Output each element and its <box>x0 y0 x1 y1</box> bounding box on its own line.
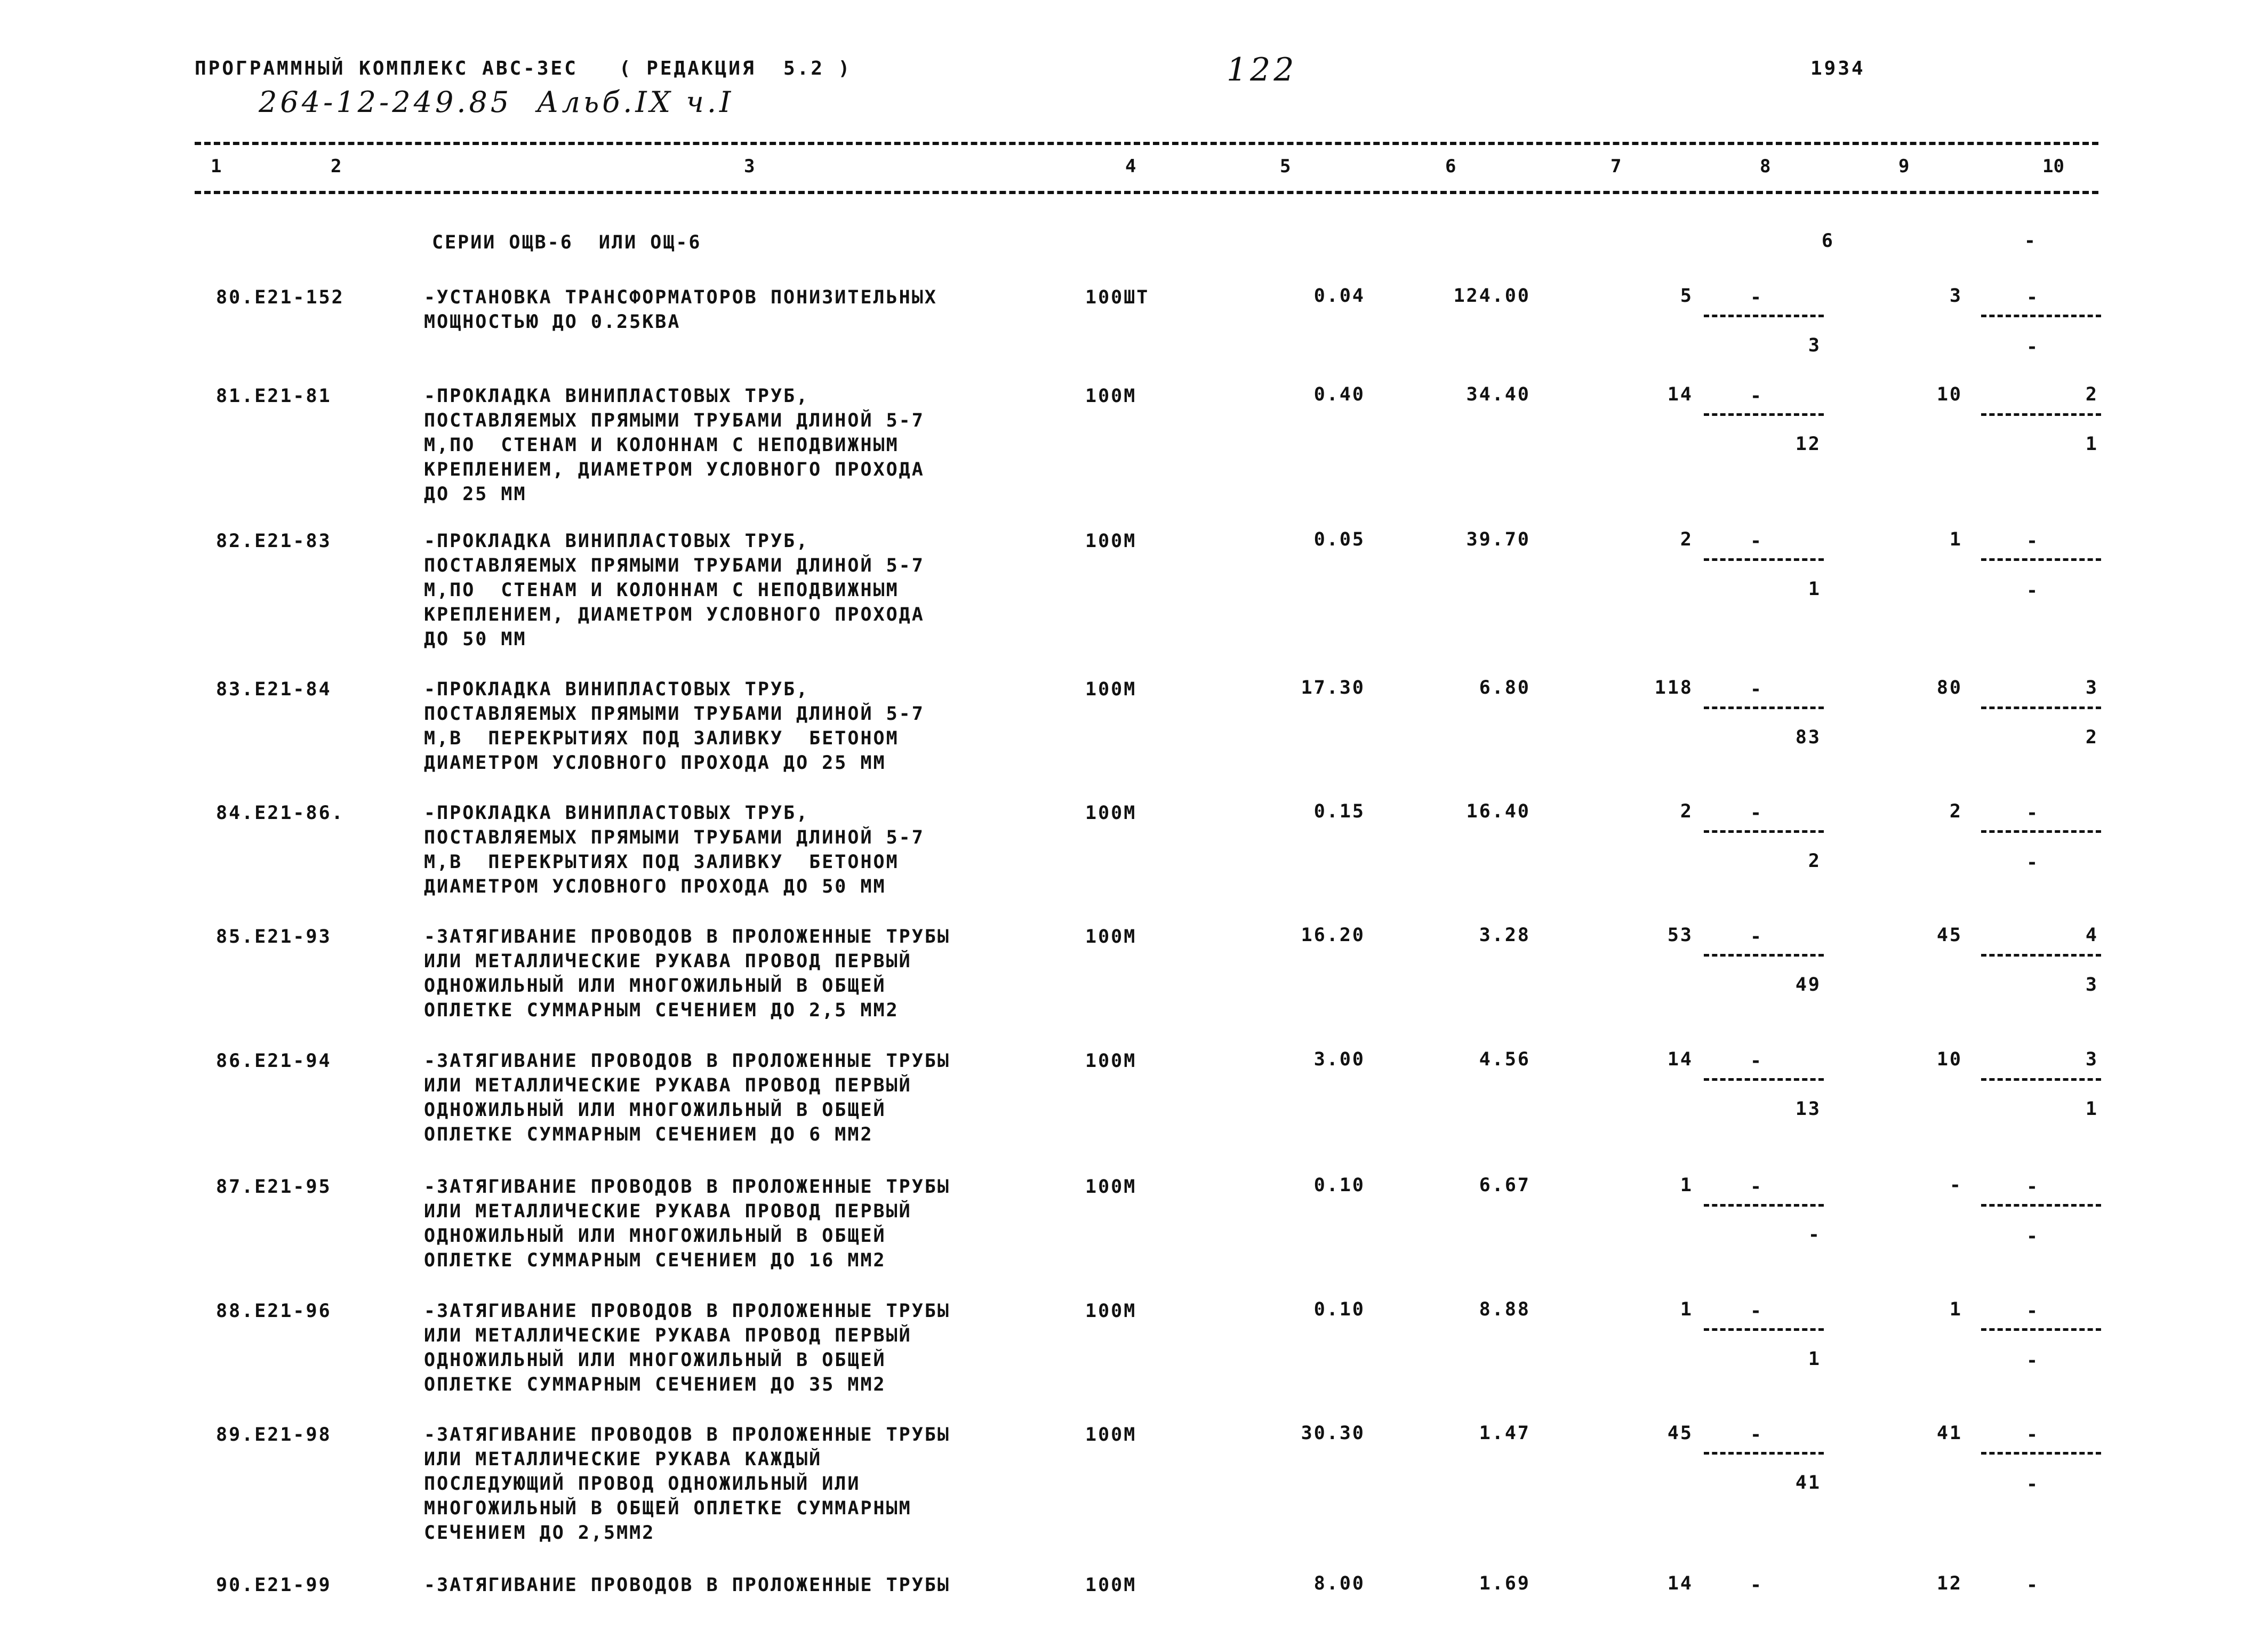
section-intro-col8: 6 <box>1821 230 1834 252</box>
row-col10-bottom: - <box>2026 852 2040 873</box>
row-description-line: ПОСТАВЛЯЕМЫХ ПРЯМЫМИ ТРУБАМИ ДЛИНОЙ 5-7 <box>424 555 925 576</box>
row-col10-bottom: 1 <box>2085 433 2098 455</box>
row-code: 90.Е21-99 <box>216 1575 332 1596</box>
row-description-line: ДО 50 ММ <box>424 629 527 650</box>
row-quantity: 0.15 <box>1313 801 1365 822</box>
row-col10-divider <box>1981 1452 2101 1455</box>
row-col8-divider <box>1704 1328 1824 1331</box>
row-col9: - <box>1949 1175 1962 1196</box>
row-description-line: ПОСТАВЛЯЕМЫХ ПРЯМЫМИ ТРУБАМИ ДЛИНОЙ 5-7 <box>424 410 925 431</box>
row-description-line: ОПЛЕТКЕ СУММАРНЫМ СЕЧЕНИЕМ ДО 6 ММ2 <box>424 1124 873 1145</box>
row-quantity: 0.10 <box>1313 1175 1365 1196</box>
row-code: 82.Е21-83 <box>216 531 332 552</box>
header-rule-top <box>195 142 2098 145</box>
row-code: 87.Е21-95 <box>216 1176 332 1198</box>
row-unit: 100М <box>1085 1575 1137 1596</box>
row-description-line: ДИАМЕТРОМ УСЛОВНОГО ПРОХОДА ДО 50 ММ <box>424 876 886 897</box>
row-unit: 100М <box>1085 926 1137 948</box>
row-col8-divider <box>1704 1204 1824 1207</box>
row-col7: 53 <box>1667 925 1693 946</box>
row-description-line: -ЗАТЯГИВАНИЕ ПРОВОДОВ В ПРОЛОЖЕННЫЕ ТРУБЫ <box>424 1424 950 1446</box>
row-quantity: 8.00 <box>1313 1573 1365 1594</box>
row-col7: 45 <box>1667 1423 1693 1444</box>
row-description-line: -ПРОКЛАДКА ВИНИПЛАСТОВЫХ ТРУБ, <box>424 531 810 552</box>
row-col8-divider <box>1704 315 1824 317</box>
row-quantity: 17.30 <box>1301 677 1365 698</box>
row-description-line: -ЗАТЯГИВАНИЕ ПРОВОДОВ В ПРОЛОЖЕННЫЕ ТРУБЫ <box>424 1050 950 1072</box>
handwritten-reference: 264-12-249.85 Альб.IX ч.I <box>259 85 734 119</box>
row-code: 81.Е21-81 <box>216 386 332 407</box>
row-description-line: ДО 25 ММ <box>424 484 527 505</box>
row-unit-price: 3.28 <box>1479 925 1530 946</box>
row-col10-top: - <box>2026 802 2040 824</box>
row-description-line: ОДНОЖИЛЬНЫЙ ИЛИ МНОГОЖИЛЬНЫЙ В ОБЩЕЙ <box>424 975 886 997</box>
row-description-line: ОПЛЕТКЕ СУММАРНЫМ СЕЧЕНИЕМ ДО 2,5 ММ2 <box>424 1000 899 1021</box>
row-col8-bottom: 2 <box>1808 850 1821 872</box>
row-description-line: ДИАМЕТРОМ УСЛОВНОГО ПРОХОДА ДО 25 ММ <box>424 752 886 774</box>
row-unit-price: 6.80 <box>1479 677 1530 698</box>
row-col10-top: - <box>2026 287 2040 308</box>
row-col9: 10 <box>1936 384 1962 405</box>
row-col10-top: - <box>2026 1424 2040 1446</box>
row-code: 89.Е21-98 <box>216 1424 332 1446</box>
row-col10-bottom: 1 <box>2085 1098 2098 1120</box>
row-col8-bottom: 13 <box>1795 1098 1821 1120</box>
row-col8-bottom: 1 <box>1808 1348 1821 1370</box>
row-col8-divider <box>1704 558 1824 561</box>
row-description-line: ОДНОЖИЛЬНЫЙ ИЛИ МНОГОЖИЛЬНЫЙ В ОБЩЕЙ <box>424 1350 886 1371</box>
row-col10-bottom: - <box>2026 1226 2040 1247</box>
row-col10-divider <box>1981 558 2101 561</box>
row-unit-price: 1.69 <box>1479 1573 1530 1594</box>
row-description-line: -УСТАНОВКА ТРАНСФОРМАТОРОВ ПОНИЗИТЕЛЬНЫХ <box>424 287 937 308</box>
row-col9: 1 <box>1949 1299 1962 1320</box>
row-col8-top: - <box>1750 287 1764 308</box>
row-col9: 12 <box>1936 1573 1962 1594</box>
row-unit: 100М <box>1085 1424 1137 1446</box>
row-col9: 2 <box>1949 801 1962 822</box>
row-code: 83.Е21-84 <box>216 679 332 700</box>
row-col10-divider <box>1981 954 2101 957</box>
row-description-line: МОЩНОСТЬЮ ДО 0.25КВА <box>424 311 681 333</box>
row-description-line: -ПРОКЛАДКА ВИНИПЛАСТОВЫХ ТРУБ, <box>424 679 810 700</box>
column-number-10: 10 <box>2042 156 2064 177</box>
row-description-line: ИЛИ МЕТАЛЛИЧЕСКИЕ РУКАВА ПРОВОД ПЕРВЫЙ <box>424 1075 912 1096</box>
row-col8-bottom: 3 <box>1808 335 1821 356</box>
row-code: 86.Е21-94 <box>216 1050 332 1072</box>
row-col10-bottom: - <box>2026 1474 2040 1495</box>
row-col8-divider <box>1704 413 1824 416</box>
row-col10-top: - <box>2026 1300 2040 1322</box>
column-number-8: 8 <box>1760 156 1771 177</box>
row-unit: 100М <box>1085 531 1137 552</box>
row-col8-divider <box>1704 706 1824 709</box>
row-unit: 100М <box>1085 1050 1137 1072</box>
row-col10-bottom: 2 <box>2085 727 2098 748</box>
row-col10-divider <box>1981 1328 2101 1331</box>
row-col9: 80 <box>1936 677 1962 698</box>
program-title: ПРОГРАММНЫЙ КОМПЛЕКС АВС-ЗЕС ( РЕДАКЦИЯ 5.2 ) <box>195 58 852 79</box>
row-description-line: -ЗАТЯГИВАНИЕ ПРОВОДОВ В ПРОЛОЖЕННЫЕ ТРУБЫ <box>424 1300 950 1322</box>
row-description-line: ПОСТАВЛЯЕМЫХ ПРЯМЫМИ ТРУБАМИ ДЛИНОЙ 5-7 <box>424 827 925 848</box>
column-number-4: 4 <box>1125 156 1136 177</box>
row-description-line: ПОСЛЕДУЮЩИЙ ПРОВОД ОДНОЖИЛЬНЫЙ ИЛИ <box>424 1473 861 1495</box>
row-code: 80.Е21-152 <box>216 287 344 308</box>
column-number-1: 1 <box>211 156 222 177</box>
row-col9: 1 <box>1949 529 1962 550</box>
row-unit-price: 1.47 <box>1479 1423 1530 1444</box>
row-col10-top: 2 <box>2085 384 2098 405</box>
row-col8-top: - <box>1750 1176 1764 1198</box>
row-description-line: -ЗАТЯГИВАНИЕ ПРОВОДОВ В ПРОЛОЖЕННЫЕ ТРУБЫ <box>424 1176 950 1198</box>
document-year: 1934 <box>1810 58 1865 79</box>
section-intro-text: СЕРИИ ОЩВ-6 ИЛИ ОЩ-6 <box>432 232 702 253</box>
row-description-line: -ЗАТЯГИВАНИЕ ПРОВОДОВ В ПРОЛОЖЕННЫЕ ТРУБЫ <box>424 1575 950 1596</box>
row-col8-divider <box>1704 954 1824 957</box>
row-col7: 1 <box>1680 1299 1693 1320</box>
row-col10-divider <box>1981 706 2101 709</box>
row-unit-price: 124.00 <box>1453 285 1530 307</box>
row-code: 85.Е21-93 <box>216 926 332 948</box>
row-col9: 45 <box>1936 925 1962 946</box>
row-col8-bottom: - <box>1808 1224 1821 1246</box>
row-col10-bottom: - <box>2026 336 2040 358</box>
row-col7: 14 <box>1667 1573 1693 1594</box>
row-unit: 100М <box>1085 802 1137 824</box>
row-col7: 118 <box>1654 677 1693 698</box>
row-code: 88.Е21-96 <box>216 1300 332 1322</box>
row-col8-bottom: 83 <box>1795 727 1821 748</box>
row-col10-top: - <box>2026 531 2040 552</box>
row-quantity: 0.04 <box>1313 285 1365 307</box>
header-rule-bottom <box>195 191 2098 194</box>
row-description-line: ИЛИ МЕТАЛЛИЧЕСКИЕ РУКАВА ПРОВОД ПЕРВЫЙ <box>424 951 912 972</box>
row-quantity: 30.30 <box>1301 1423 1365 1444</box>
row-col10-top: 3 <box>2085 1049 2098 1070</box>
row-description-line: М,В ПЕРЕКРЫТИЯХ ПОД ЗАЛИВКУ БЕТОНОМ <box>424 852 899 873</box>
row-unit: 100М <box>1085 386 1137 407</box>
column-number-9: 9 <box>1898 156 1910 177</box>
row-col8-top: - <box>1750 926 1764 948</box>
row-col8-top: - <box>1750 531 1764 552</box>
row-description-line: ОПЛЕТКЕ СУММАРНЫМ СЕЧЕНИЕМ ДО 16 ММ2 <box>424 1250 886 1271</box>
row-col10-divider <box>1981 315 2101 317</box>
row-col7: 5 <box>1680 285 1693 307</box>
row-col10-bottom: 3 <box>2085 974 2098 995</box>
row-description-line: -ЗАТЯГИВАНИЕ ПРОВОДОВ В ПРОЛОЖЕННЫЕ ТРУБЫ <box>424 926 950 948</box>
row-col8-top: - <box>1750 1575 1764 1596</box>
row-col9: 41 <box>1936 1423 1962 1444</box>
row-unit: 100ШТ <box>1085 287 1150 308</box>
row-description-line: МНОГОЖИЛЬНЫЙ В ОБЩЕЙ ОПЛЕТКЕ СУММАРНЫМ <box>424 1498 912 1519</box>
row-description-line: ОДНОЖИЛЬНЫЙ ИЛИ МНОГОЖИЛЬНЫЙ В ОБЩЕЙ <box>424 1099 886 1121</box>
row-description-line: ИЛИ МЕТАЛЛИЧЕСКИЕ РУКАВА ПРОВОД ПЕРВЫЙ <box>424 1325 912 1346</box>
row-col8-top: - <box>1750 679 1764 700</box>
row-description-line: СЕЧЕНИЕМ ДО 2,5ММ2 <box>424 1522 655 1544</box>
row-description-line: -ПРОКЛАДКА ВИНИПЛАСТОВЫХ ТРУБ, <box>424 802 810 824</box>
row-col8-bottom: 12 <box>1795 433 1821 455</box>
row-col8-bottom: 1 <box>1808 579 1821 600</box>
row-col8-top: - <box>1750 1300 1764 1322</box>
row-unit-price: 39.70 <box>1466 529 1530 550</box>
row-col8-divider <box>1704 830 1824 833</box>
row-col10-top: 4 <box>2085 925 2098 946</box>
row-unit: 100М <box>1085 1176 1137 1198</box>
row-unit-price: 4.56 <box>1479 1049 1530 1070</box>
row-col10-divider <box>1981 830 2101 833</box>
row-col8-top: - <box>1750 386 1764 407</box>
row-col10-top: - <box>2026 1176 2040 1198</box>
row-quantity: 0.10 <box>1313 1299 1365 1320</box>
row-unit: 100М <box>1085 679 1137 700</box>
row-col10-divider <box>1981 1204 2101 1207</box>
column-number-6: 6 <box>1445 156 1456 177</box>
row-col7: 1 <box>1680 1175 1693 1196</box>
row-description-line: ОДНОЖИЛЬНЫЙ ИЛИ МНОГОЖИЛЬНЫЙ В ОБЩЕЙ <box>424 1225 886 1247</box>
row-description-line: КРЕПЛЕНИЕМ, ДИАМЕТРОМ УСЛОВНОГО ПРОХОДА <box>424 459 925 480</box>
row-description-line: ОПЛЕТКЕ СУММАРНЫМ СЕЧЕНИЕМ ДО 35 ММ2 <box>424 1374 886 1395</box>
row-unit-price: 8.88 <box>1479 1299 1530 1320</box>
row-col7: 2 <box>1680 529 1693 550</box>
row-col9: 10 <box>1936 1049 1962 1070</box>
row-unit: 100М <box>1085 1300 1137 1322</box>
row-description-line: ИЛИ МЕТАЛЛИЧЕСКИЕ РУКАВА ПРОВОД ПЕРВЫЙ <box>424 1201 912 1222</box>
column-number-5: 5 <box>1280 156 1291 177</box>
row-description-line: КРЕПЛЕНИЕМ, ДИАМЕТРОМ УСЛОВНОГО ПРОХОДА <box>424 604 925 625</box>
row-col8-top: - <box>1750 802 1764 824</box>
row-col8-bottom: 49 <box>1795 974 1821 995</box>
column-number-2: 2 <box>331 156 342 177</box>
row-description-line: -ПРОКЛАДКА ВИНИПЛАСТОВЫХ ТРУБ, <box>424 386 810 407</box>
row-description-line: М,ПО СТЕНАМ И КОЛОННАМ С НЕПОДВИЖНЫМ <box>424 580 899 601</box>
row-quantity: 0.40 <box>1313 384 1365 405</box>
row-col7: 14 <box>1667 1049 1693 1070</box>
row-quantity: 16.20 <box>1301 925 1365 946</box>
row-col7: 2 <box>1680 801 1693 822</box>
row-col8-divider <box>1704 1452 1824 1455</box>
row-col7: 14 <box>1667 384 1693 405</box>
row-code: 84.Е21-86. <box>216 802 344 824</box>
row-quantity: 0.05 <box>1313 529 1365 550</box>
row-col10-bottom: - <box>2026 580 2040 601</box>
page-number: 122 <box>1227 51 1297 89</box>
column-number-7: 7 <box>1610 156 1622 177</box>
column-number-3: 3 <box>744 156 755 177</box>
row-col8-divider <box>1704 1078 1824 1081</box>
row-unit-price: 16.40 <box>1466 801 1530 822</box>
row-unit-price: 6.67 <box>1479 1175 1530 1196</box>
row-col10-divider <box>1981 413 2101 416</box>
row-unit-price: 34.40 <box>1466 384 1530 405</box>
row-col8-top: - <box>1750 1424 1764 1446</box>
row-col8-bottom: 41 <box>1795 1472 1821 1494</box>
row-description-line: ИЛИ МЕТАЛЛИЧЕСКИЕ РУКАВА КАЖДЫЙ <box>424 1449 822 1470</box>
section-intro-col10: - <box>2024 230 2037 252</box>
row-col10-divider <box>1981 1078 2101 1081</box>
row-description-line: М,ПО СТЕНАМ И КОЛОННАМ С НЕПОДВИЖНЫМ <box>424 435 899 456</box>
row-quantity: 3.00 <box>1313 1049 1365 1070</box>
row-col10-bottom: - <box>2026 1350 2040 1371</box>
row-col10-top: 3 <box>2085 677 2098 698</box>
row-col9: 3 <box>1949 285 1962 307</box>
row-col8-top: - <box>1750 1050 1764 1072</box>
row-description-line: М,В ПЕРЕКРЫТИЯХ ПОД ЗАЛИВКУ БЕТОНОМ <box>424 728 899 749</box>
row-col10-top: - <box>2026 1575 2040 1596</box>
row-description-line: ПОСТАВЛЯЕМЫХ ПРЯМЫМИ ТРУБАМИ ДЛИНОЙ 5-7 <box>424 703 925 725</box>
